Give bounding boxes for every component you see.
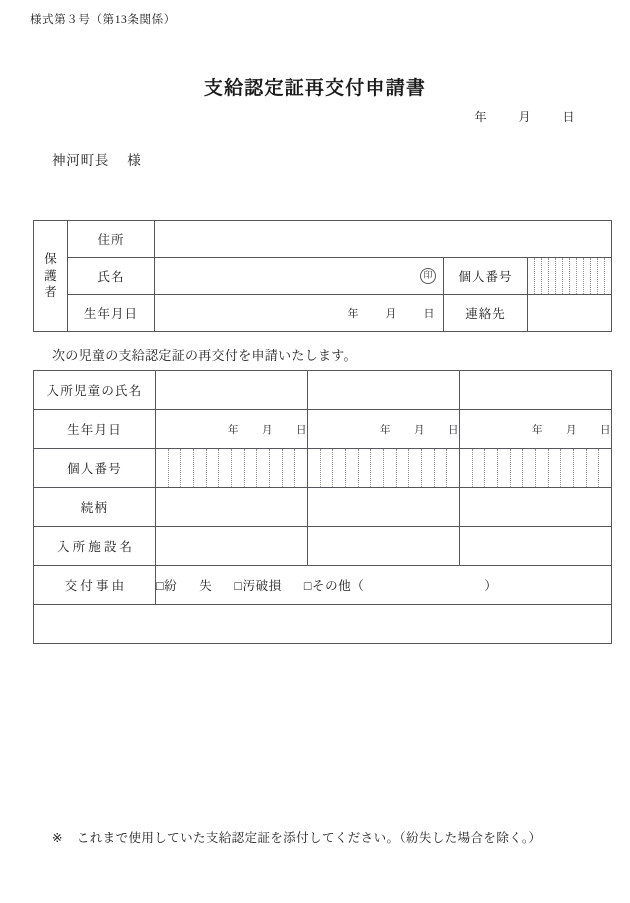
- guardian-birth-day-label: 日: [423, 308, 435, 320]
- child1-birth-day-label: 日: [296, 424, 307, 436]
- mynumber-cells-guardian: [528, 258, 611, 294]
- input-guardian-mynumber[interactable]: [528, 258, 612, 295]
- addressee-honorific: 様: [127, 153, 142, 168]
- reason-option-damaged[interactable]: [234, 579, 281, 593]
- guardian-table: [33, 220, 612, 332]
- input-relationship-1[interactable]: [156, 488, 308, 527]
- reason-lost-label-a: 紛: [164, 579, 178, 593]
- reason-other-close-paren: ）: [484, 579, 498, 593]
- guardian-side-label: [34, 221, 68, 332]
- guardian-birth-month-label: 月: [385, 308, 397, 320]
- input-guardian-name[interactable]: [155, 258, 444, 295]
- input-facility-1[interactable]: [156, 527, 308, 566]
- addressee-name: 神河町長: [52, 153, 110, 168]
- reason-lost-label-b: 失: [199, 579, 213, 593]
- child3-birth-year-label: 年: [532, 424, 543, 436]
- mynumber-cells-child-3: [460, 449, 611, 487]
- label-guardian-name: 氏名: [68, 258, 155, 295]
- input-child-mynumber-3[interactable]: [460, 449, 612, 488]
- input-guardian-birthdate[interactable]: [155, 295, 444, 332]
- input-child-name-2[interactable]: [308, 371, 460, 410]
- input-facility-3[interactable]: [460, 527, 612, 566]
- guardian-side-char-3: 者: [44, 285, 57, 300]
- input-facility-2[interactable]: [308, 527, 460, 566]
- child1-birth-year-label: 年: [228, 424, 239, 436]
- table-row-issue-reason: [34, 566, 612, 605]
- note-mark-icon: ※: [52, 831, 63, 845]
- label-facility-name: 入 所 施 設 名: [34, 527, 156, 566]
- input-relationship-2[interactable]: [308, 488, 460, 527]
- form-code: 様式第３号（第13条関係）: [30, 14, 176, 26]
- input-relationship-3[interactable]: [460, 488, 612, 527]
- reason-damaged-label: 汚破損: [242, 579, 282, 593]
- table-row-child-birthdate: [34, 410, 612, 449]
- mynumber-cells-child-1: [156, 449, 307, 487]
- table-row-relationship: [34, 488, 612, 527]
- issue-reason-options: [156, 566, 612, 605]
- child2-birth-month-label: 月: [414, 424, 425, 436]
- input-child-name-3[interactable]: [460, 371, 612, 410]
- date-line: [474, 108, 575, 125]
- input-child-mynumber-2[interactable]: [308, 449, 460, 488]
- application-statement: 次の児童の支給認定証の再交付を申請いたします。: [52, 348, 357, 363]
- label-child-name: 入所児童の氏名: [34, 371, 156, 410]
- guardian-side-char-1: 保: [44, 252, 57, 267]
- page-title: 支給認定証再交付申請書: [203, 78, 427, 99]
- input-child-birthdate-1[interactable]: [156, 410, 308, 449]
- date-year-label: 年: [474, 110, 487, 124]
- child2-birth-day-label: 日: [448, 424, 459, 436]
- date-month-label: 月: [518, 110, 531, 124]
- reason-option-lost[interactable]: [156, 579, 212, 593]
- label-guardian-birthdate: 生年月日: [68, 295, 155, 332]
- input-child-birthdate-2[interactable]: [308, 410, 460, 449]
- label-guardian-contact: 連絡先: [444, 295, 528, 332]
- label-issue-reason: 交 付 事 由: [34, 566, 156, 605]
- child1-birth-month-label: 月: [262, 424, 273, 436]
- table-row-address: [34, 221, 612, 258]
- checkbox-other-icon[interactable]: □: [303, 579, 312, 593]
- mynumber-cells-child-2: [308, 449, 459, 487]
- reason-other-label: その他（: [312, 579, 365, 593]
- table-row-birthdate: [34, 295, 612, 332]
- table-row-facility: [34, 527, 612, 566]
- child3-birth-month-label: 月: [566, 424, 577, 436]
- child2-birth-year-label: 年: [380, 424, 391, 436]
- date-day-label: 日: [562, 110, 575, 124]
- input-child-mynumber-1[interactable]: [156, 449, 308, 488]
- checkbox-lost-icon[interactable]: □: [156, 579, 165, 593]
- label-relationship: 続柄: [34, 488, 156, 527]
- label-guardian-address: 住所: [68, 221, 155, 258]
- table-row-child-name: [34, 371, 612, 410]
- guardian-birth-year-label: 年: [347, 308, 359, 320]
- label-child-birthdate: 生年月日: [34, 410, 156, 449]
- input-guardian-contact[interactable]: [528, 295, 612, 332]
- input-guardian-address[interactable]: [155, 221, 612, 258]
- table-row-blank-notes: [34, 605, 612, 644]
- reason-option-other[interactable]: [304, 579, 498, 593]
- table-row-child-mynumber: [34, 449, 612, 488]
- addressee: [52, 149, 142, 169]
- input-child-birthdate-3[interactable]: [460, 410, 612, 449]
- table-row-name: [34, 258, 612, 295]
- footer-note: [52, 828, 541, 846]
- label-child-mynumber: 個人番号: [34, 449, 156, 488]
- children-table: [33, 370, 612, 644]
- note-text: これまで使用していた支給認定証を添付してください。（紛失した場合を除く。）: [76, 831, 542, 845]
- child3-birth-day-label: 日: [600, 424, 611, 436]
- seal-icon: 印: [420, 268, 436, 284]
- guardian-side-char-2: 護: [44, 268, 57, 283]
- label-guardian-mynumber: 個人番号: [444, 258, 528, 295]
- checkbox-damaged-icon[interactable]: □: [234, 579, 243, 593]
- input-blank-notes-area[interactable]: [34, 605, 612, 644]
- input-child-name-1[interactable]: [156, 371, 308, 410]
